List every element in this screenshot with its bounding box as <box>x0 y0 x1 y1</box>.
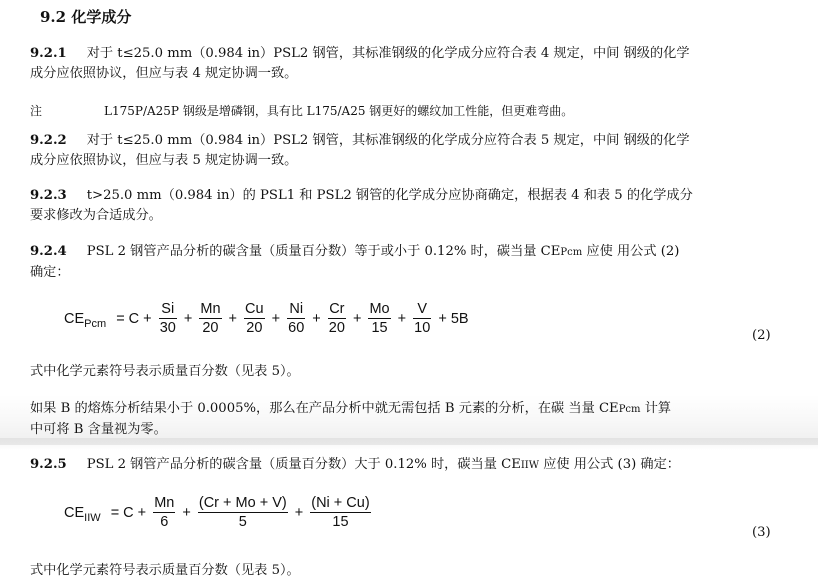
fraction-cr-mo-v: $\frac{(Cr + Mo + V)}{5}$ <box>198 495 287 530</box>
clause-number: 9.2.5 <box>30 457 67 472</box>
note-text: L175P/A25P 钢级是增磷钢，具有比 L175/A25 钢更好的螺纹加工性能，但更难弯曲。 <box>104 104 574 118</box>
formula-2: $CE_{Pcm} = C$ + $\frac{Si}{30}$ + $\frac{Mn}{20}$ + $\frac{Cu}{20}$ + $\frac{Ni}{60}$ + $\frac{Cr}{20}$ + $\frac{Mo}{15}$ + $\frac{V}{10}$ + 5B <box>64 301 469 336</box>
boron-text-line2: 中可将 B 含量视为零。 <box>30 422 167 437</box>
fraction-cr: $\frac{Cr}{20}$ <box>328 301 345 336</box>
clause-number: 9.2.1 <box>30 46 67 61</box>
fraction-v: $\frac{V}{10}$ <box>414 301 431 336</box>
formula-2-where-text: 式中化学元素符号表示质量百分数（见表 5）。 <box>30 364 300 379</box>
boron-paragraph <box>30 399 671 440</box>
clause-text-line1: 对于 t≤25.0 mm（0.984 in）PSL2 钢管，其标准钢级的化学成分应符合表 4 规定，中间 钢级的化学 <box>86 46 690 61</box>
clause-9-2-3 <box>30 186 693 226</box>
clause-text-line1a: PSL 2 钢管产品分析的碳含量（质量百分数）等于或小于 0.12% 时，碳当量 CE <box>86 244 561 259</box>
formula-lhs-subscript: Pcm <box>84 317 107 330</box>
fraction-ni: $\frac{Ni}{60}$ <box>288 301 305 336</box>
clause-text-line1b: 应使 用公式 (2) <box>582 244 680 259</box>
formula-lhs: CE <box>64 504 85 521</box>
clause-9-2-1 <box>30 44 690 84</box>
clause-text-a: PSL 2 钢管产品分析的碳含量（质量百分数）大于 0.12% 时，碳当量 CE <box>86 457 521 472</box>
clause-number: 9.2.4 <box>30 244 67 259</box>
clause-text-line2: 要求修改为合适成分。 <box>30 208 162 223</box>
clause-text-line2: 成分应依照协议，但应与表 5 规定协调一致。 <box>30 153 298 168</box>
clause-9-2-4 <box>30 242 679 283</box>
ce-subscript: Pcm <box>618 404 641 415</box>
clause-text-line1: 对于 t≤25.0 mm（0.984 in）PSL2 钢管，其标准钢级的化学成分应符合表 5 规定，中间 钢级的化学 <box>86 133 690 148</box>
clause-text-line2: 成分应依照协议，但应与表 4 规定协调一致。 <box>30 66 298 81</box>
ce-subscript: IIW <box>520 460 540 471</box>
equation-number-2: (2) <box>752 328 771 343</box>
clause-text-b: 应使 用公式 (3) 确定： <box>539 457 680 472</box>
formula-equals: = C + <box>116 310 152 327</box>
boron-text-line1b: 计算 <box>640 401 672 416</box>
formula-equals: = C + <box>110 504 147 521</box>
fraction-si: $\frac{Si}{30}$ <box>159 301 176 336</box>
formula-lhs-subscript: IIW <box>84 511 101 524</box>
fraction-mn: $\frac{Mn}{20}$ <box>200 301 221 336</box>
formula-lhs: CE <box>64 310 85 327</box>
clause-9-2-2 <box>30 131 690 171</box>
equation-number-3: (3) <box>752 525 771 540</box>
clause-9-2-5 <box>30 455 680 476</box>
note-label: 注 <box>30 104 43 118</box>
fraction-mn: $\frac{Mn}{6}$ <box>154 495 175 530</box>
formula-3-where-text: 式中化学元素符号表示质量百分数（见表 5）。 <box>30 563 300 578</box>
fraction-ni-cu: $\frac{(Ni + Cu)}{15}$ <box>311 495 370 530</box>
clause-text-line2: 确定： <box>30 265 70 280</box>
clause-text-line1: t>25.0 mm（0.984 in）的 PSL1 和 PSL2 钢管的化学成分应协商确定，根据表 4 和表 5 的化学成分 <box>86 188 693 203</box>
fraction-cu: $\frac{Cu}{20}$ <box>245 301 264 336</box>
clause-number: 9.2.2 <box>30 133 67 148</box>
clause-number: 9.2.3 <box>30 188 67 203</box>
section-heading: 9.2 化学成分 <box>40 8 132 26</box>
fraction-mo: $\frac{Mo}{15}$ <box>369 301 390 336</box>
note-line <box>30 102 573 119</box>
formula-tail: + 5B <box>438 310 469 327</box>
ce-subscript: Pcm <box>560 247 583 258</box>
boron-text-line1a: 如果 B 的熔炼分析结果小于 0.0005%，那么在产品分析中就无需包括 B 元素的分析，在碳 当量 CE <box>30 401 619 416</box>
formula-3: $CE_{IIW} = C$ + $\frac{Mn}{6}$ + $\frac{(Cr + Mo + V)}{5}$ + $\frac{(Ni + Cu)}{15}$ <box>64 495 370 530</box>
